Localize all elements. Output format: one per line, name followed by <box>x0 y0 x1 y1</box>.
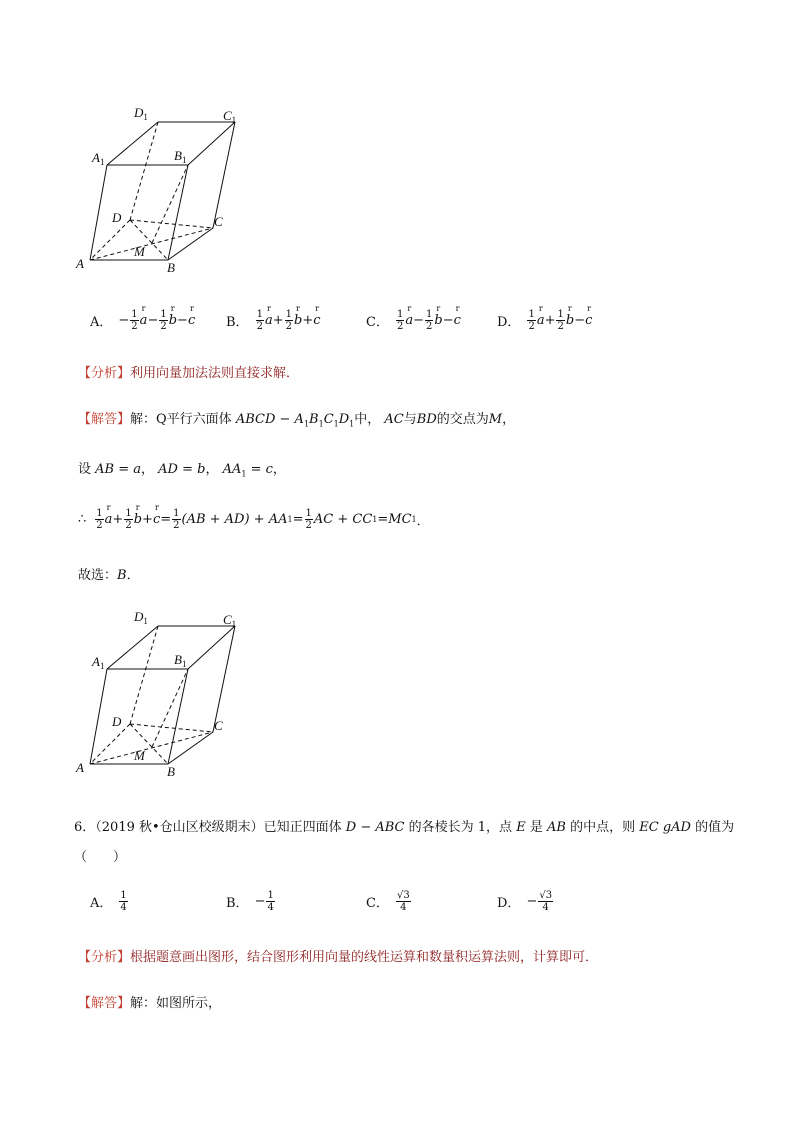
q5-option-b[interactable]: B． $\frac{1}{2}$ r a + $\frac{1}{2}$ r b + r c <box>226 309 321 332</box>
q6-solution: 【解答】解：如图所示， <box>78 996 222 1011</box>
label-b1: $B_1$ <box>174 652 187 669</box>
q5-set-vectors: 设 AB = a， AD = b， $AA_1 = c$， <box>78 462 286 479</box>
q6-analysis: 【分析】根据题意画出图形，结合图形利用向量的线性运算和数量积运算法则，计算即可． <box>78 950 599 965</box>
label-b: B <box>167 764 175 779</box>
q5-analysis <box>78 362 299 381</box>
label-c1: $C_1$ <box>223 108 237 125</box>
q5-option-a[interactable]: A． − $\frac{1}{2}$ r a − $\frac{1}{2}$ r b − r c <box>90 309 195 332</box>
label-c: C <box>214 214 223 229</box>
q6-option-b[interactable]: B． − $\frac{1}{4}$ <box>226 890 274 913</box>
label-a1: $A_1$ <box>92 150 105 167</box>
q6-option-c[interactable]: C． $\frac{√3}{4}$ <box>366 890 410 913</box>
q6-answer-blank: （ ） <box>74 850 127 865</box>
analysis-tag: 【分析】 <box>78 366 131 381</box>
q5-therefore-line: ∴ $\frac{1}{2}$ r a + $\frac{1}{2}$ r b + r c = $\frac{1}{2}$ (AB + AD) + AA 1 = $\frac{1}{2}$ AC + CC 1 = MC 1 ． <box>78 508 430 531</box>
q6-option-a[interactable]: A． $\frac{1}{4}$ <box>90 890 127 913</box>
q5-option-c[interactable]: C． $\frac{1}{2}$ r a − $\frac{1}{2}$ r b − r c <box>366 309 461 332</box>
label-a: A <box>76 760 84 775</box>
label-c1: $C_1$ <box>223 612 237 629</box>
label-b1: $B_1$ <box>174 148 187 165</box>
label-m: M <box>134 748 145 763</box>
parallelepiped-diagram-2 <box>70 604 260 784</box>
q6-option-d[interactable]: D． − $\frac{√3}{4}$ <box>497 890 553 913</box>
label-a: A <box>76 256 84 271</box>
q6-stem: 6．（2019 秋•仓山区校级期末）已知正四面体 D − ABC 的各棱长为 1，点 E 是 AB 的中点，则 EC gAD 的值为 <box>74 820 735 835</box>
parallelepiped-diagram-1 <box>70 100 260 280</box>
parallelepiped-figure-1 <box>70 100 260 280</box>
q5-option-d[interactable]: D． $\frac{1}{2}$ r a + $\frac{1}{2}$ r b − r c <box>497 309 592 332</box>
label-d: D <box>112 210 122 225</box>
parallelepiped-figure-2 <box>70 604 260 784</box>
label-c: C <box>214 718 223 733</box>
analysis-text: 利用向量加法法则直接求解． <box>130 366 300 381</box>
label-d1: $D_1$ <box>134 105 148 122</box>
label-m: M <box>134 244 145 259</box>
q5-solution-line: 【解答】解：Q平行六面体 ABCD − $A_1B_1C_1D_1$中， AC与BD的交点为M， <box>78 412 516 429</box>
q5-answer: 故选：B． <box>78 568 140 583</box>
label-d: D <box>112 714 122 729</box>
label-a1: $A_1$ <box>92 654 105 671</box>
label-b: B <box>167 260 175 275</box>
label-d1: $D_1$ <box>134 609 148 626</box>
